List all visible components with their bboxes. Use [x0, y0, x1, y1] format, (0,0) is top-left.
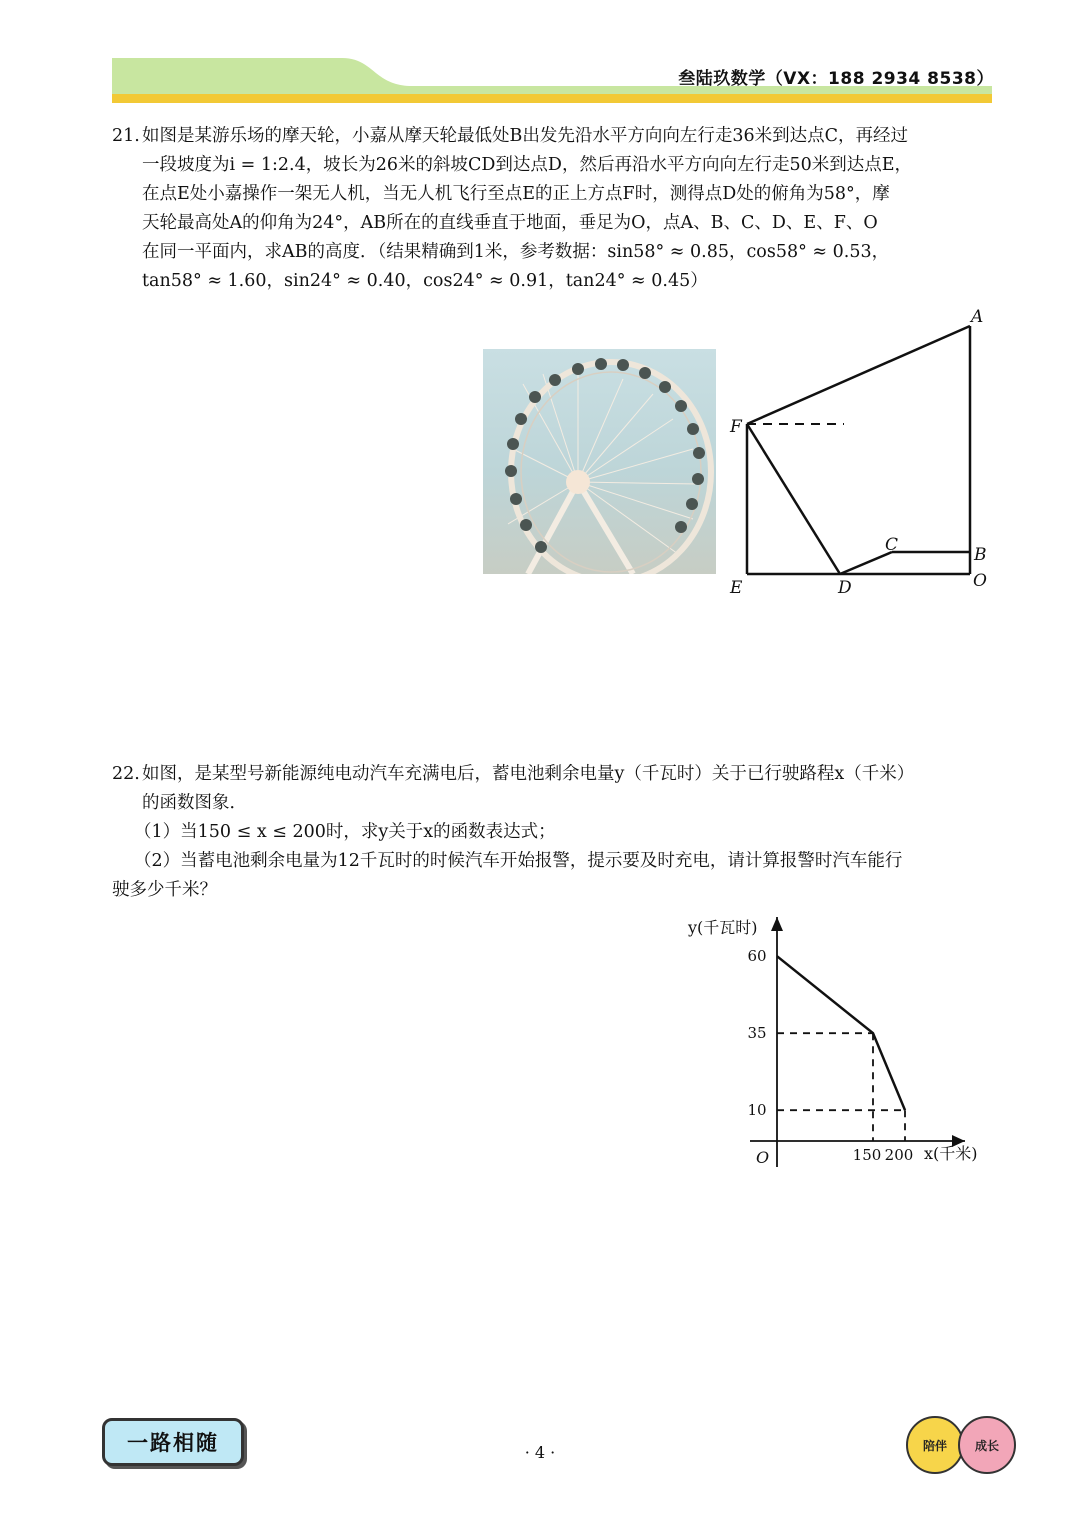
footer-badge: 一路相随 — [102, 1418, 244, 1466]
geometry-figure — [720, 300, 1010, 605]
ferris-wheel-photo — [483, 349, 716, 574]
label-D: D — [838, 578, 852, 598]
page-number: · 4 · — [524, 1443, 556, 1462]
function-graph — [680, 905, 1010, 1175]
problem-21-line: 天轮最高处A的仰角为24°，AB所在的直线垂直于地面，垂足为O，点A、B、C、D、E、F、O — [142, 213, 878, 233]
problem-21-line: 21. 如图是某游乐场的摩天轮，小嘉从摩天轮最低处B出发先沿水平方向向左行走36米到达点C，再经过 — [112, 122, 1002, 151]
y-tick-label: 60 — [747, 947, 767, 966]
origin-label: O — [756, 1148, 770, 1167]
x-axis-label: x(千米) — [924, 1144, 978, 1163]
label-A: A — [971, 307, 984, 327]
companion-badge: 陪伴 — [906, 1416, 964, 1474]
problem-number: 22. — [112, 764, 140, 784]
problem-21 — [112, 122, 1002, 296]
y-axis-label: y(千瓦时) — [688, 918, 758, 937]
label-E: E — [730, 578, 743, 598]
problem-21-line: 在同一平面内，求AB的高度．（结果精确到1米，参考数据：sin58° ≈ 0.85，cos58° ≈ 0.53， — [142, 242, 890, 262]
problem-number: 21. — [112, 126, 140, 146]
question-2-cont: 驶多少千米？ — [112, 880, 217, 900]
label-C: C — [885, 535, 899, 555]
problem-22 — [112, 760, 1002, 905]
segment-FA — [747, 326, 970, 424]
y-axis-arrow — [771, 917, 783, 931]
segment-FD — [747, 424, 840, 574]
x-tick-label: 150 — [852, 1146, 882, 1164]
label-B: B — [974, 545, 987, 565]
y-tick-label: 35 — [747, 1024, 767, 1043]
segment-DC — [840, 552, 892, 574]
question-1: （1）当150 ≤ x ≤ 200时，求y关于x的函数表达式； — [134, 822, 556, 842]
problem-21-line: 一段坡度为i = 1:2.4，坡长为26米的斜坡CD到达点D，然后再沿水平方向向左行走50米到达点E， — [142, 155, 913, 175]
problem-21-line: tan58° ≈ 1.60，sin24° ≈ 0.40，cos24° ≈ 0.91，tan24° ≈ 0.45） — [142, 271, 708, 291]
problem-22-line: 的函数图象． — [142, 793, 247, 813]
label-F: F — [730, 417, 742, 437]
question-2: （2）当蓄电池剩余电量为12千瓦时的时候汽车开始报警，提示要及时充电，请计算报警时汽车能行 — [134, 851, 903, 871]
x-tick-label: 200 — [884, 1146, 914, 1164]
header-title: 叁陆玖数学（VX：188 2934 8538） — [678, 69, 994, 89]
growth-badge: 成长 — [958, 1416, 1016, 1474]
problem-21-line: 在点E处小嘉操作一架无人机，当无人机飞行至点E的正上方点F时，测得点D处的俯角为58°，摩 — [142, 184, 890, 204]
y-tick-label: 10 — [747, 1101, 767, 1120]
label-O: O — [973, 571, 987, 591]
problem-22-line: 22. 如图，是某型号新能源纯电动汽车充满电后，蓄电池剩余电量y（千瓦时）关于已行驶路程x（千米） — [112, 760, 1002, 789]
